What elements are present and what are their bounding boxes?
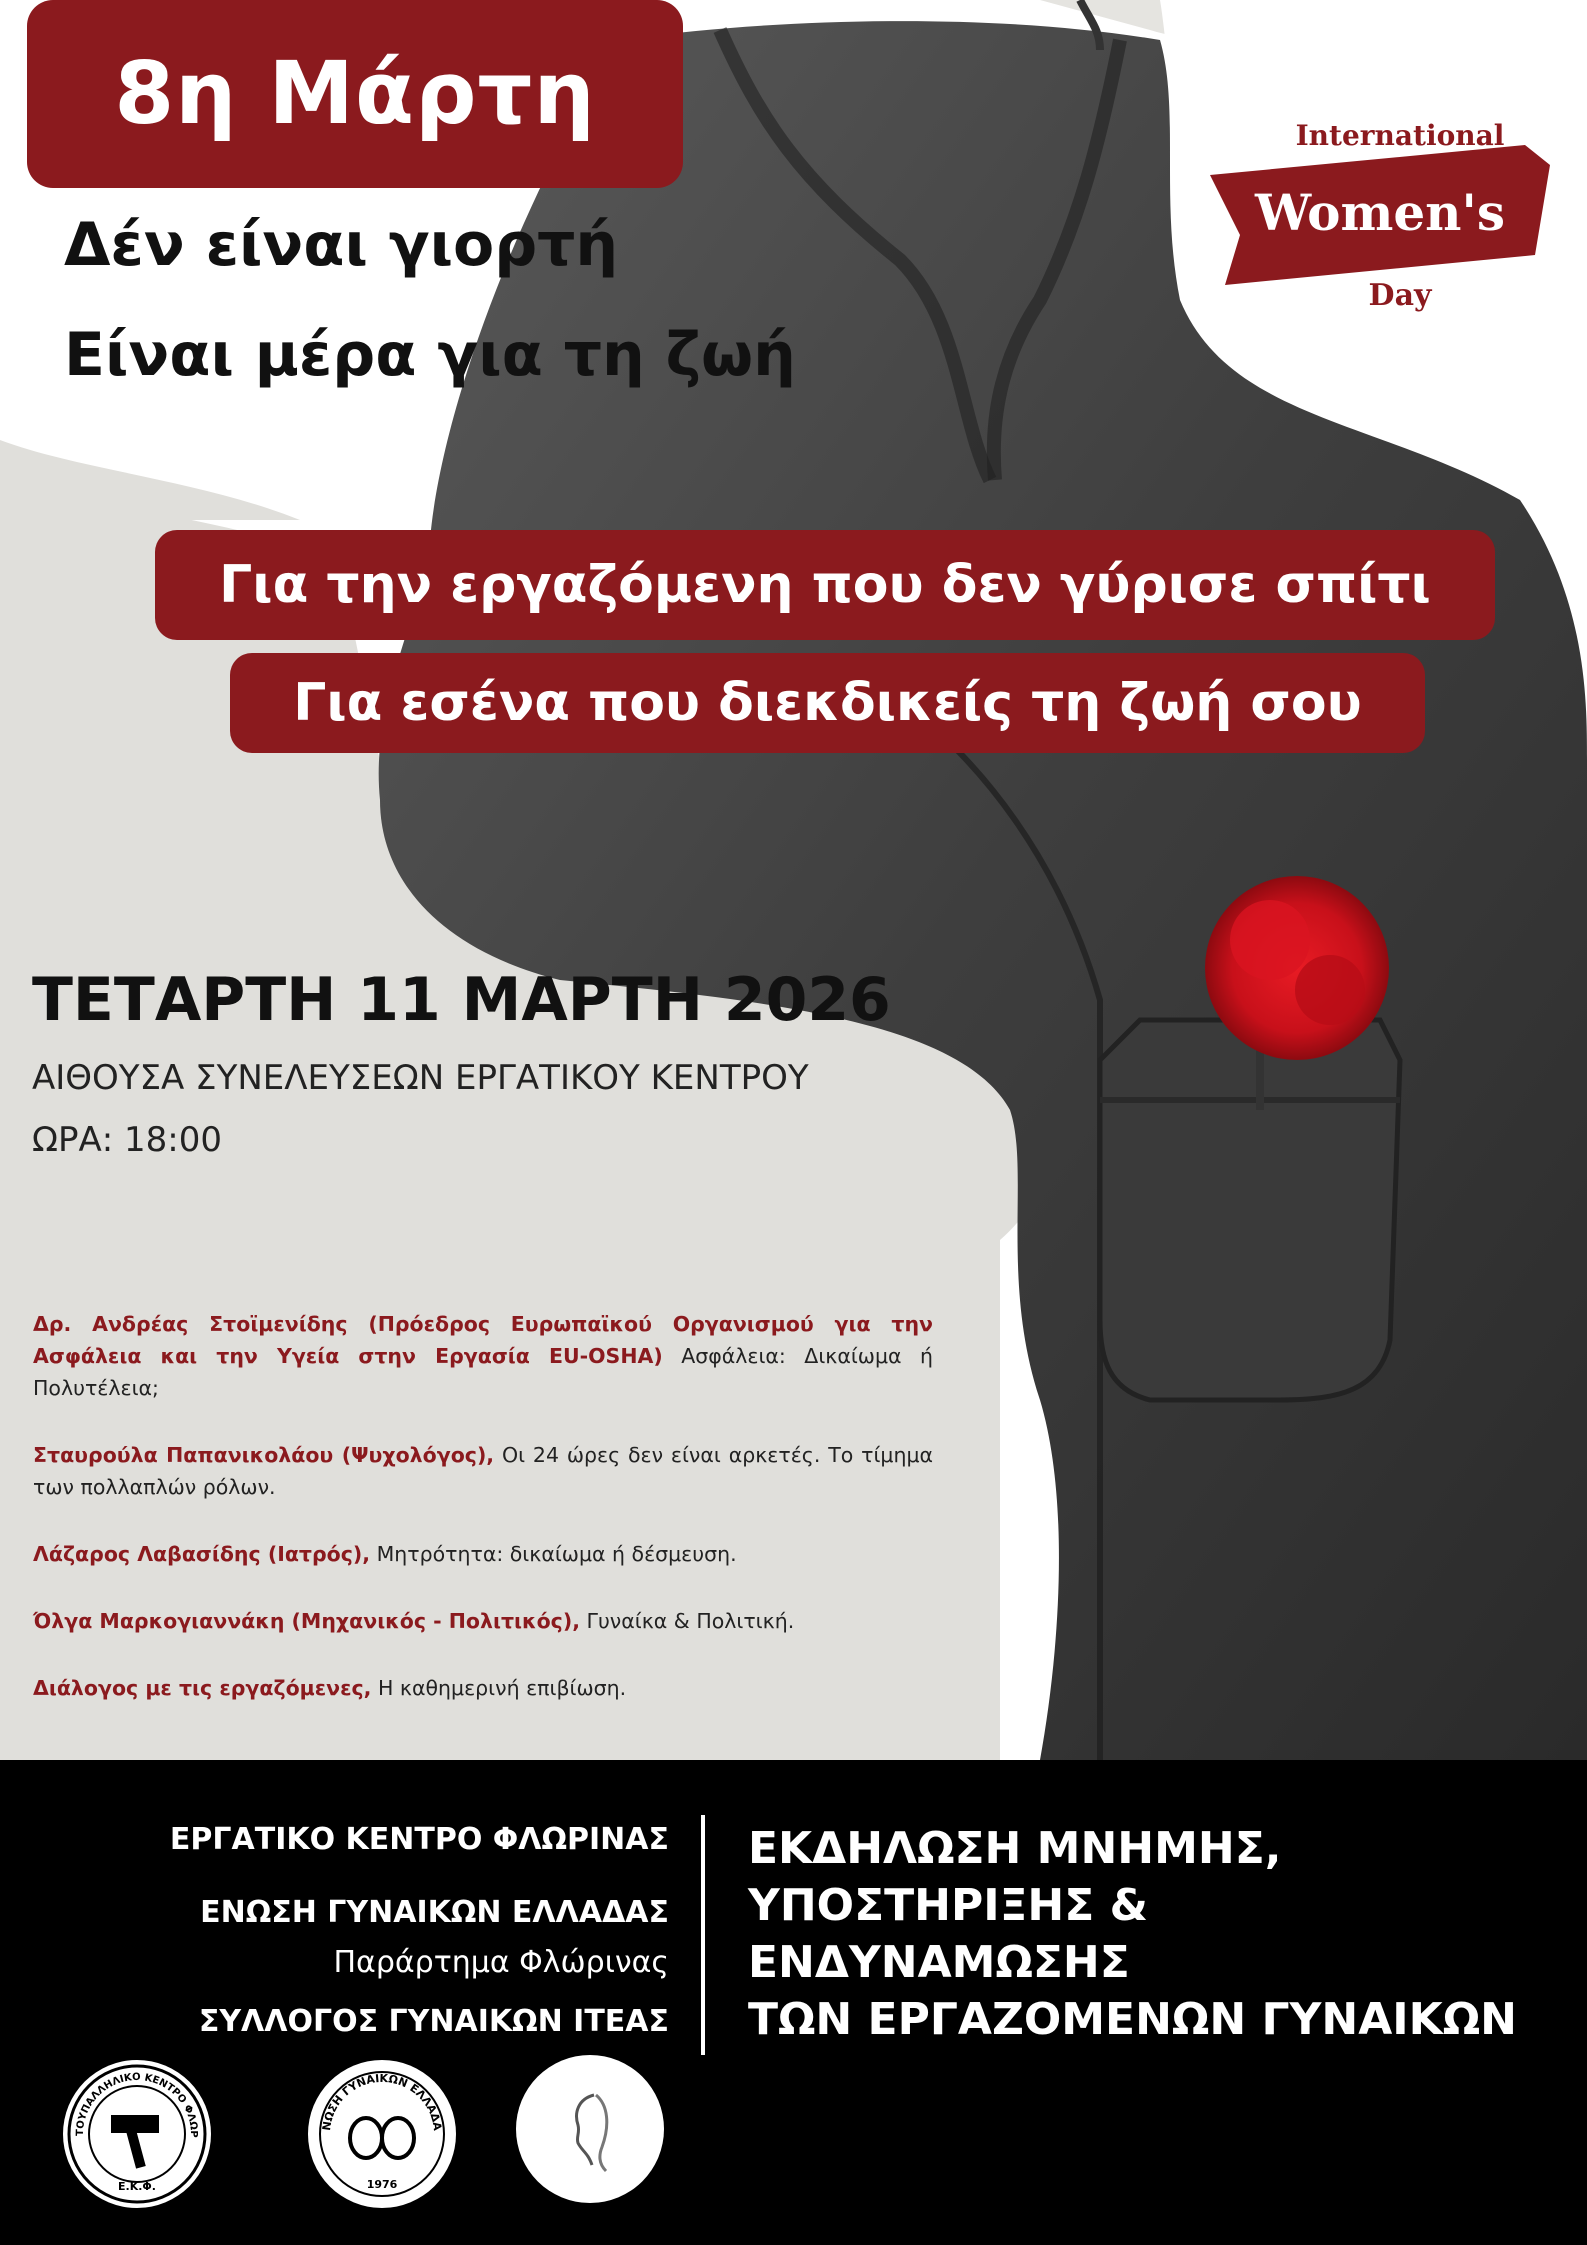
jacket-pocket: [1100, 1020, 1400, 1400]
hammer-icon: [63, 2060, 211, 2208]
event-description-line: ΕΝΔΥΝΑΜΩΣΗΣ: [748, 1937, 1130, 1988]
subtitle-line-1: Δέν είναι γιορτή: [64, 210, 619, 280]
speaker-item: [33, 1672, 933, 1704]
speaker-topic: Η καθημερινή επιβίωση.: [371, 1676, 627, 1700]
event-description: [748, 1820, 1568, 2048]
slogan-pill-1: Για την εργαζόμενη που δεν γύρισε σπίτι: [155, 530, 1495, 640]
woman-profile-icon: [516, 2055, 664, 2203]
speaker-item: [33, 1439, 933, 1503]
womens-day-badge: [1205, 105, 1550, 320]
title-banner: [27, 0, 683, 188]
badge-middle-text: Women's: [1255, 183, 1505, 242]
logo1-abbr: Ε.Κ.Φ.: [118, 2180, 156, 2193]
labor-center-logo: [63, 2060, 211, 2208]
footer-divider: [701, 1815, 705, 2055]
speaker-topic: Μητρότητα: δικαίωμα ή δέσμευση.: [370, 1542, 737, 1566]
event-date: ΤΕΤΑΡΤΗ 11 ΜΑΡΤΗ 2026: [32, 965, 891, 1035]
speaker-name: Λάζαρος Λαβασίδης (Ιατρός),: [33, 1542, 371, 1566]
badge-top-text: International: [1295, 119, 1505, 152]
womens-union-logo: [308, 2060, 456, 2208]
logo2-arc-text: ΝΩΣΗ ΓΥΝΑΙΚΩΝ ΕΛΛΑΔΑ: [319, 2071, 444, 2132]
event-description-line: ΤΩΝ ΕΡΓΑΖΟΜΕΝΩΝ ΓΥΝΑΙΚΩΝ: [748, 1994, 1517, 2045]
speaker-name: Δρ. Ανδρέας Στοϊμενίδης (Πρόεδρος Ευρωπαϊκού Οργανισμού για την Ασφάλεια και την Υγεία στην Εργασία EU-OSHA): [33, 1312, 933, 1368]
logo2-year: 1976: [366, 2178, 398, 2191]
itea-association-logo: [516, 2055, 664, 2203]
speakers-list: [33, 1308, 933, 1739]
speaker-name: Διάλογος με τις εργαζόμενες,: [33, 1676, 372, 1700]
event-time: ΩΡΑ: 18:00: [32, 1120, 222, 1160]
page-title: 8η Μάρτη: [114, 44, 596, 144]
speaker-item: [33, 1538, 933, 1570]
speaker-topic: Οι 24 ώρες δεν είναι αρκετές. Το τίμημα των πολλαπλών ρόλων.: [33, 1443, 934, 1499]
org-womens-union-branch: Παράρτημα Φλώρινας: [333, 1945, 669, 1980]
org-itea-association: ΣΥΛΛΟΓΟΣ ΓΥΝΑΙΚΩΝ ΙΤΕΑΣ: [198, 2004, 669, 2039]
badge-bottom-text: Day: [1368, 278, 1432, 313]
speaker-name: Σταυρούλα Παπανικολάου (Ψυχολόγος),: [33, 1443, 495, 1467]
event-description-line: ΥΠΟΣΤΗΡΙΞΗΣ &: [748, 1880, 1148, 1931]
speaker-item: [33, 1605, 933, 1637]
org-labor-center: ΕΡΓΑΤΙΚΟ ΚΕΝΤΡΟ ΦΛΩΡΙΝΑΣ: [169, 1822, 669, 1857]
subtitle-line-2: Είναι μέρα για τη ζωή: [64, 320, 796, 390]
speaker-topic: Ασφάλεια: Δικαίωμα ή Πολυτέλεια;: [33, 1344, 933, 1400]
eges-monogram-icon: [308, 2060, 456, 2208]
speaker-item: [33, 1308, 933, 1404]
logo1-arc-text: ΤΟΥΠΑΛΛΗΛΙΚΟ ΚΕΝΤΡΟ ΦΛΩΡ: [74, 2071, 200, 2138]
event-description-line: ΕΚΔΗΛΩΣΗ ΜΝΗΜΗΣ,: [748, 1823, 1282, 1874]
speaker-topic: Γυναίκα & Πολιτική.: [580, 1609, 795, 1633]
slogan-pill-2: Για εσένα που διεκδικείς τη ζωή σου: [230, 653, 1425, 753]
speaker-name: Όλγα Μαρκογιαννάκη (Μηχανικός - Πολιτικός),: [33, 1609, 580, 1633]
org-womens-union: ΕΝΩΣΗ ΓΥΝΑΙΚΩΝ ΕΛΛΑΔΑΣ: [200, 1895, 669, 1930]
event-venue: ΑΙΘΟΥΣΑ ΣΥΝΕΛΕΥΣΕΩΝ ΕΡΓΑΤΙΚΟΥ ΚΕΝΤΡΟΥ: [32, 1058, 809, 1098]
